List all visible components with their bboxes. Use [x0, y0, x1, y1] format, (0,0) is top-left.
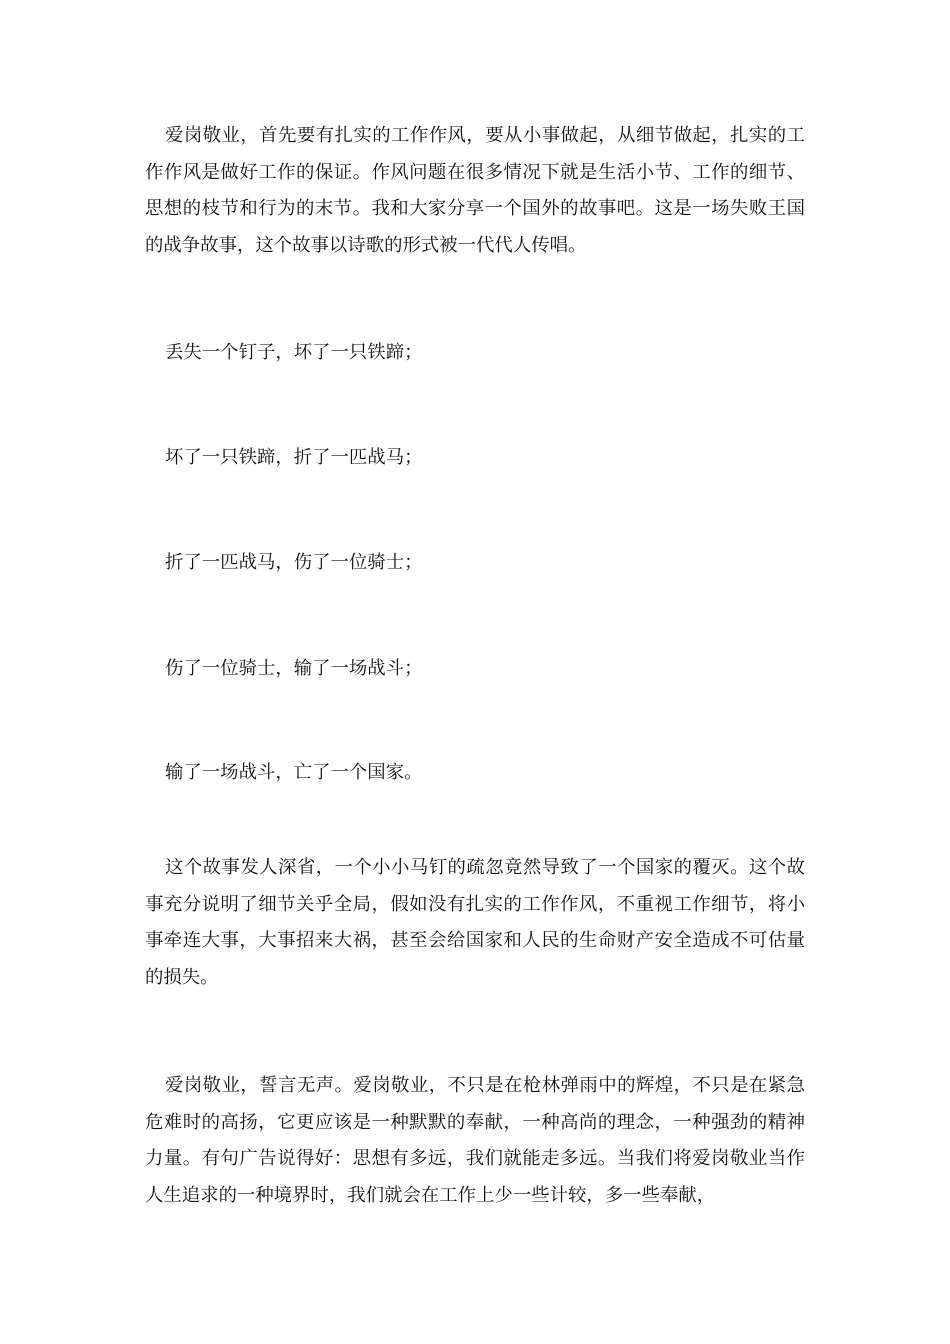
verse-line-4: 伤了一位骑士，输了一场战斗；	[165, 658, 423, 679]
paragraph-intro: 爱岗敬业，首先要有扎实的工作作风，要从小事做起，从细节做起，扎实的工作作风是做好工作的保证。作风问题在很多情况下就是生活小节、工作的细节、思想的枝节和行为的末节。我和大家分享一个国外的故事吧。这是一场失败王国的战争故事，这个故事以诗歌的形式被一代代人传唱。	[145, 125, 805, 256]
verse-line-2: 坏了一只铁蹄，折了一匹战马；	[165, 447, 423, 468]
verse-line-5: 输了一场战斗，亡了一个国家。	[165, 762, 423, 783]
verse-line-1: 丢失一个钉子，坏了一只铁蹄；	[165, 342, 423, 363]
paragraph-story-lesson: 这个故事发人深省，一个小小马钉的疏忽竟然导致了一个国家的覆灭。这个故事充分说明了细节关乎全局，假如没有扎实的工作作风，不重视工作细节，将小事牵连大事，大事招来大祸，甚至会给国家和人民的生命财产安全造成不可估量的损失。	[145, 857, 805, 988]
paragraph-dedication: 爱岗敬业，誓言无声。爱岗敬业，不只是在枪林弹雨中的辉煌，不只是在紧急危难时的高扬，它更应该是一种默默的奉献，一种高尚的理念，一种强劲的精神力量。有句广告说得好：思想有多远，我们就能走多远。当我们将爱岗敬业当作人生追求的一种境界时，我们就会在工作上少一些计较，多一些奉献，	[145, 1075, 805, 1206]
verse-line-3: 折了一匹战马，伤了一位骑士；	[165, 552, 423, 573]
